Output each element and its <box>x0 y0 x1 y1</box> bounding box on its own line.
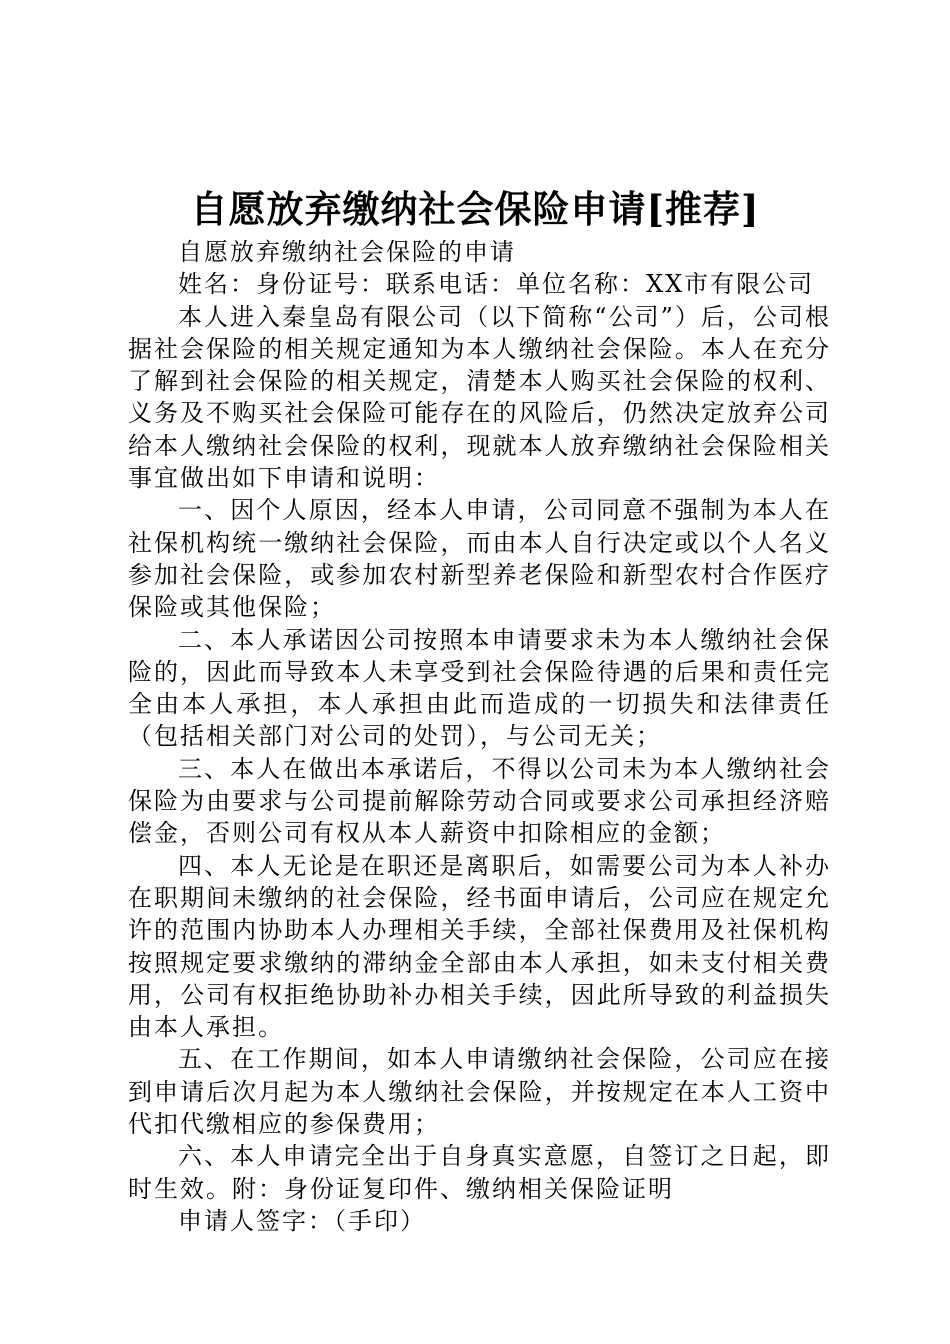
clause-6-paragraph: 六、本人申请完全出于自身真实意愿，自签订之日起，即时生效。附：身份证复印件、缴纳相关保险证明 <box>128 1142 831 1203</box>
intro-paragraph: 本人进入秦皇岛有限公司（以下简称“公司”）后，公司根据社会保险的相关规定通知为本人缴纳社会保险。本人在充分了解到社会保险的相关规定，清楚本人购买社会保险的权利、义务及不购买社会保险可能存在的风险后，仍然决定放弃公司给本人缴纳社会保险的权利，现就本人放弃缴纳社会保险相关事宜做出如下申请和说明： <box>128 302 831 493</box>
clause-4-paragraph: 四、本人无论是在职还是离职后，如需要公司为本人补办在职期间未缴纳的社会保险，经书面申请后，公司应在规定允许的范围内协助本人办理相关手续，全部社保费用及社保机构按照规定要求缴纳的滞纳金全部由本人承担，如未支付相关费用，公司有权拒绝协助补办相关手续，因此所导致的利益损失由本人承担。 <box>128 851 831 1042</box>
subtitle-paragraph: 自愿放弃缴纳社会保险的申请 <box>178 238 516 266</box>
signature-line: 申请人签字：（手印） <box>178 1206 426 1235</box>
document-title: 自愿放弃缴纳社会保险申请[推荐] <box>190 187 760 231</box>
clause-3-paragraph: 三、本人在做出本承诺后，不得以公司未为本人缴纳社会保险为由要求与公司提前解除劳动合同或要求公司承担经济赔偿金，否则公司有权从本人薪资中扣除相应的金额； <box>128 754 831 848</box>
applicant-info-paragraph: 姓名：身份证号：联系电话：单位名称：XX市有限公司 <box>178 270 815 299</box>
clause-5-paragraph: 五、在工作期间，如本人申请缴纳社会保险，公司应在接到申请后次月起为本人缴纳社会保险，并按规定在本人工资中代扣代缴相应的参保费用； <box>128 1045 831 1139</box>
document-body <box>128 236 831 1237</box>
clause-2-paragraph: 二、本人承诺因公司按照本申请要求未为本人缴纳社会保险的，因此而导致本人未享受到社会保险待遇的后果和责任完全由本人承担，本人承担由此而造成的一切损失和法律责任（包括相关部门对公司的处罚），与公司无关； <box>128 625 831 751</box>
clause-1-paragraph: 一、因个人原因，经本人申请，公司同意不强制为本人在社保机构统一缴纳社会保险，而由本人自行决定或以个人名义参加社会保险，或参加农村新型养老保险和新型农村合作医疗保险或其他保险； <box>128 496 831 622</box>
